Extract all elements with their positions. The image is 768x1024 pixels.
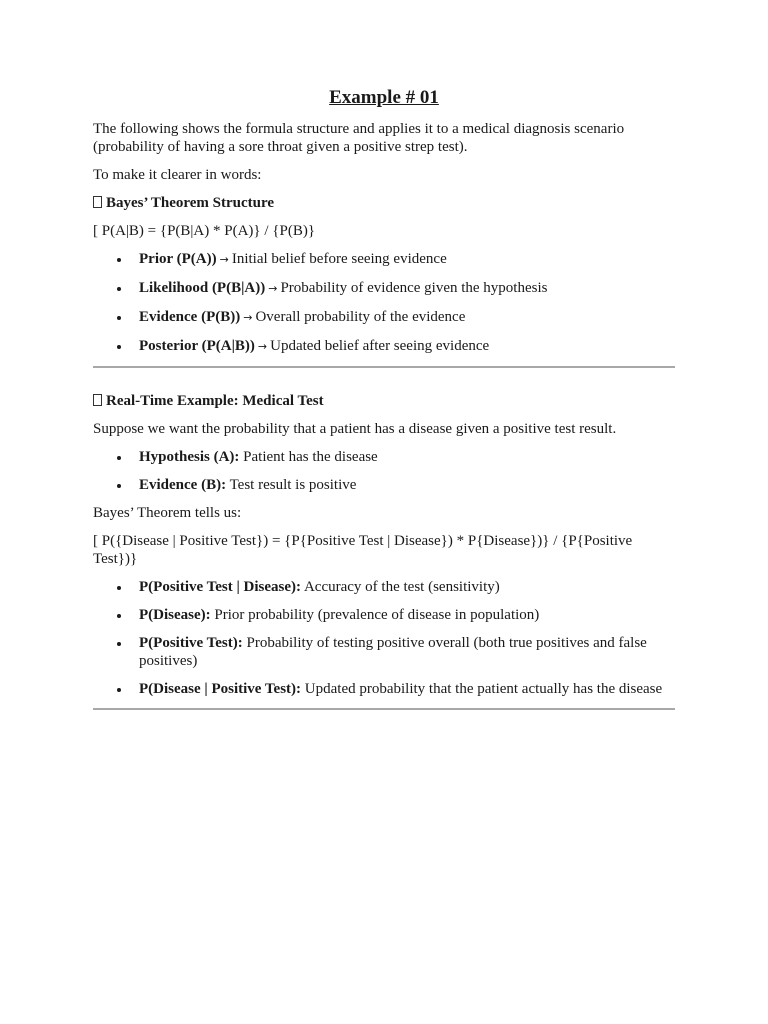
section-heading-structure	[93, 194, 675, 212]
list-item	[139, 606, 675, 624]
list-item-term: Posterior (P(A|B))	[139, 338, 255, 354]
list-item-desc: Accuracy of the test (sensitivity)	[303, 579, 500, 595]
list-item-desc: Initial belief before seeing evidence	[231, 251, 447, 267]
missing-glyph-icon	[93, 196, 102, 208]
missing-glyph-icon	[93, 394, 102, 406]
list-item	[139, 448, 675, 466]
list-item	[139, 279, 675, 298]
arrow-right-icon: →	[219, 253, 229, 266]
list-item-term: Hypothesis (A):	[139, 449, 240, 465]
list-item	[139, 308, 675, 327]
list-item-term: Evidence (B):	[139, 477, 227, 493]
clearer-paragraph: To make it clearer in words:	[93, 167, 262, 183]
section-heading-example-text: Real-Time Example: Medical Test	[106, 393, 324, 409]
section-divider	[93, 708, 675, 710]
list-item-desc: Updated belief after seeing evidence	[270, 338, 490, 354]
list-item-desc: Prior probability (prevalence of disease in population)	[214, 607, 540, 623]
arrow-right-icon: →	[243, 311, 253, 324]
section-heading-example	[93, 392, 675, 410]
list-item-desc: Probability of testing positive overall (both true positives and false positives)	[139, 635, 647, 669]
section-heading-structure-text: Bayes’ Theorem Structure	[106, 195, 275, 211]
list-item-term: P(Positive Test):	[139, 635, 243, 651]
list-item	[139, 250, 675, 269]
terms-list	[93, 578, 675, 698]
list-item-desc: Patient has the disease	[243, 449, 378, 465]
list-item-term: P(Disease | Positive Test):	[139, 681, 302, 697]
list-item	[139, 476, 675, 494]
tells-paragraph: Bayes’ Theorem tells us:	[93, 505, 242, 521]
list-item-desc: Probability of evidence given the hypothesis	[280, 280, 548, 296]
list-item-term: Evidence (P(B))	[139, 309, 241, 325]
suppose-paragraph: Suppose we want the probability that a patient has a disease given a positive test result.	[93, 421, 617, 437]
formula-structure: [ P(A|B) = {P(B|A) * P(A)} / {P(B)}	[93, 223, 316, 239]
section-divider	[93, 366, 675, 368]
list-item-term: Likelihood (P(B|A))	[139, 280, 266, 296]
intro-paragraph: The following shows the formula structure and applies it to a medical diagnosis scenario (probability of having a sore throat given a positive strep test).	[93, 121, 625, 155]
document-page	[93, 86, 675, 710]
formula-example: [ P({Disease | Positive Test}) = {P{Positive Test | Disease}) * P{Disease})} / {P{Positive Test})}	[93, 533, 633, 567]
page-title: Example # 01	[329, 87, 439, 108]
list-item	[139, 578, 675, 596]
list-item-term: P(Disease):	[139, 607, 211, 623]
list-item-desc: Test result is positive	[229, 477, 357, 493]
list-item	[139, 634, 675, 670]
structure-list	[93, 250, 675, 356]
arrow-right-icon: →	[257, 340, 268, 353]
list-item-desc: Updated probability that the patient actually has the disease	[304, 681, 663, 697]
list-item	[139, 680, 675, 698]
list-item-term: Prior (P(A))	[139, 251, 217, 267]
list-item-desc: Overall probability of the evidence	[255, 309, 466, 325]
list-item	[139, 337, 675, 356]
arrow-right-icon: →	[268, 282, 278, 295]
list-item-term: P(Positive Test | Disease):	[139, 579, 302, 595]
hypothesis-list	[93, 448, 675, 494]
